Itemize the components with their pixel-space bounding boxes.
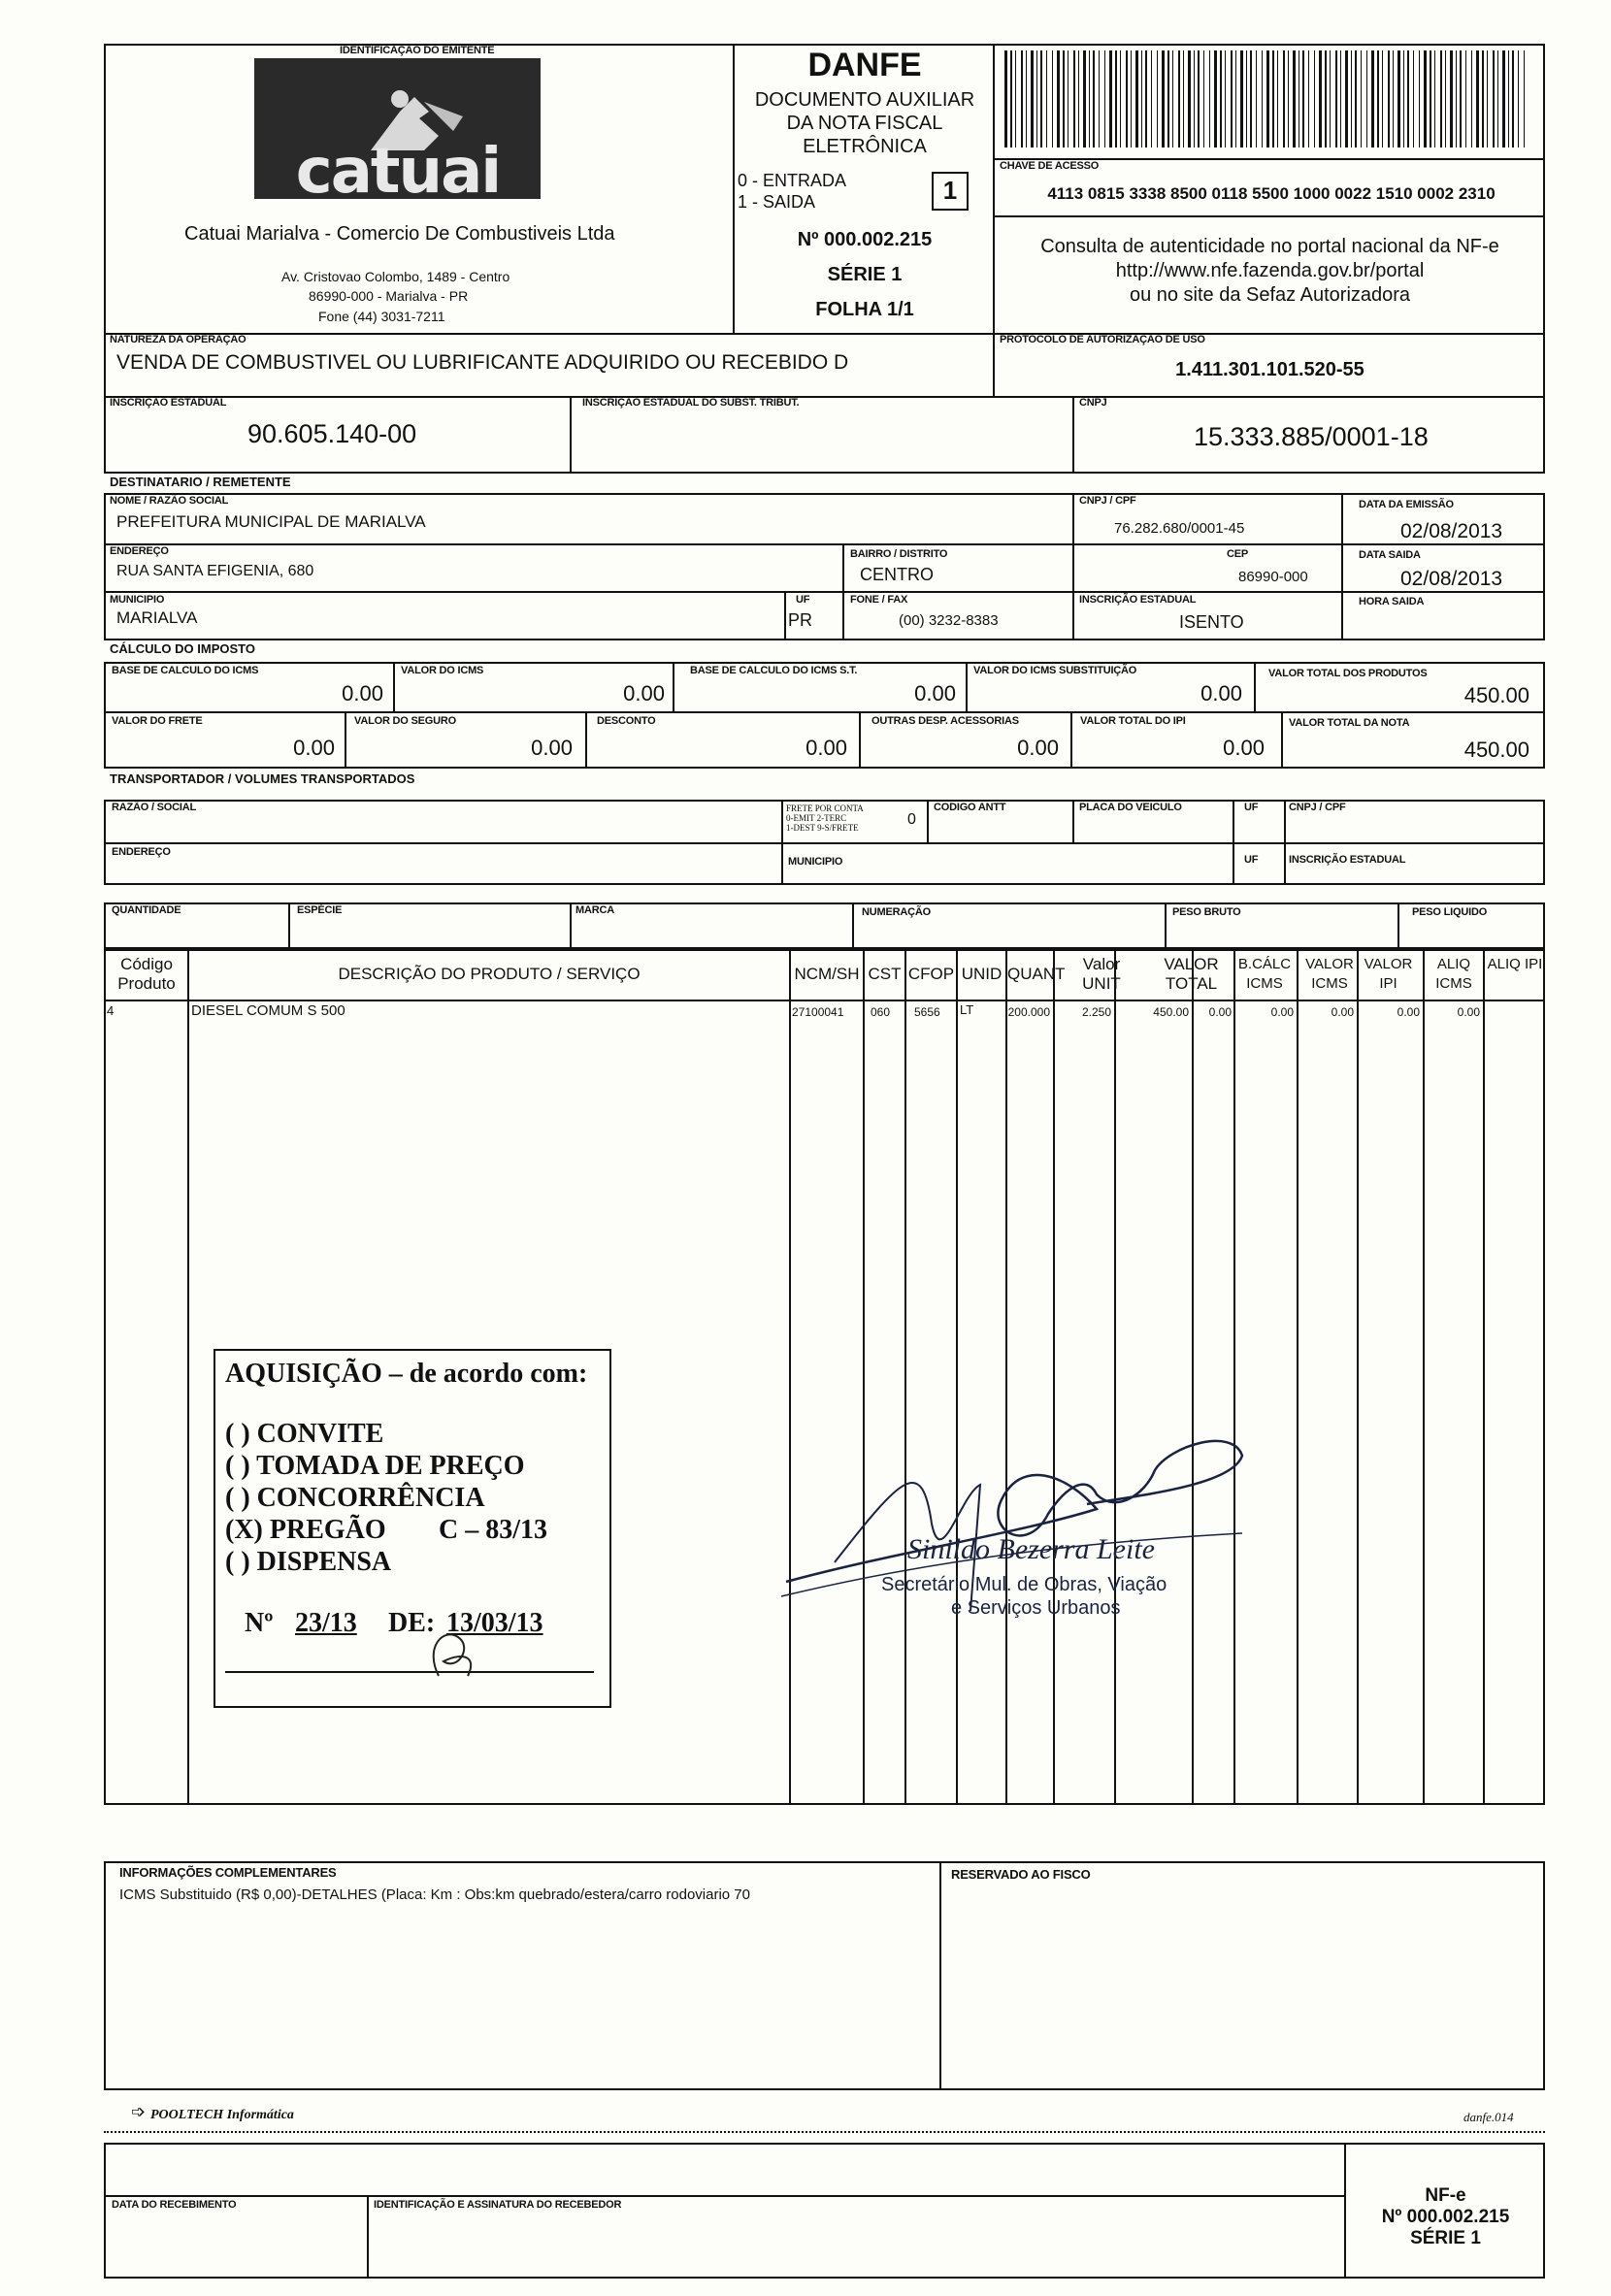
ie-label: INSCRIÇÃO ESTADUAL	[110, 397, 227, 409]
dest-uf-label: UF	[796, 594, 810, 606]
barcode-bar	[1073, 50, 1075, 148]
transp-peso-liquido-label: PESO LIQUIDO	[1412, 906, 1488, 918]
dest-nome: PREFEITURA MUNICIPAL DE MARIALVA	[116, 512, 426, 531]
barcode-bar	[1465, 50, 1466, 148]
barcode-bar	[1198, 50, 1200, 148]
col-header-aliq-icms: ALIQ ICMS	[1435, 956, 1472, 992]
logo-text: catuai	[295, 136, 501, 208]
barcode-bar	[1240, 50, 1243, 148]
barcode-bar	[1512, 50, 1514, 148]
transp-especie-label: ESPÉCIE	[297, 904, 343, 916]
transp-ie-label: INSCRIÇÃO ESTADUAL	[1289, 854, 1406, 866]
transp-frete-2: 0-EMIT 2-TERC	[786, 813, 847, 823]
aquisicao-stamp	[214, 1349, 611, 1708]
barcode-bar	[1083, 50, 1086, 148]
stamp-title: AQUISIÇÃO – de acordo com:	[225, 1359, 588, 1389]
barcode-bar	[1377, 50, 1379, 148]
transp-uf-label: UF	[1244, 802, 1259, 813]
company-logo	[254, 58, 541, 208]
col-header-unid: UNID	[961, 965, 1003, 983]
emitente-phone: Fone (44) 3031-7211	[318, 309, 445, 324]
barcode-bar	[1508, 50, 1509, 148]
barcode-bar	[1460, 50, 1462, 148]
col-header-descricao: DESCRIÇÃO DO PRODUTO / SERVIÇO	[338, 965, 641, 983]
barcode	[1004, 50, 1533, 148]
barcode-bar	[1115, 50, 1117, 148]
dest-saida: 02/08/2013	[1400, 568, 1503, 590]
imposto-frete: 0.00	[293, 736, 335, 760]
barcode-bar	[1131, 50, 1132, 148]
dest-emissao: 02/08/2013	[1400, 520, 1503, 542]
barcode-bar	[1057, 50, 1060, 148]
barcode-bar	[1518, 50, 1519, 148]
barcode-bar	[1250, 50, 1252, 148]
transp-peso-bruto-label: PESO BRUTO	[1172, 906, 1241, 918]
barcode-bar	[1151, 50, 1152, 148]
natureza-label: NATUREZA DA OPERAÇÃO	[110, 334, 247, 345]
barcode-bar	[1231, 50, 1233, 148]
barcode-bar	[1355, 50, 1357, 148]
cnpj-label: CNPJ	[1079, 397, 1107, 409]
imposto-desconto: 0.00	[806, 736, 847, 760]
barcode-bar	[1456, 50, 1457, 148]
imposto-section: CÁLCULO DO IMPOSTO	[110, 641, 255, 656]
barcode-bar	[1502, 50, 1505, 148]
natureza-value: VENDA DE COMBUSTIVEL OU LUBRIFICANTE ADQUIRIDO OU RECEBIDO D	[116, 351, 849, 374]
imposto-icms-label: VALOR DO ICMS	[401, 665, 484, 676]
transp-uf2-label: UF	[1244, 854, 1259, 866]
barcode-bar	[1524, 50, 1525, 148]
barcode-bar	[1450, 50, 1453, 148]
barcode-bar	[1172, 50, 1173, 148]
destinatario-section: DESTINATARIO / REMETENTE	[110, 475, 291, 489]
barcode-bar	[1277, 50, 1278, 148]
barcode-bar	[1063, 50, 1065, 148]
row-descricao: DIESEL COMUM S 500	[191, 1002, 345, 1019]
danfe-saida: 1 - SAIDA	[738, 192, 816, 212]
barcode-bar	[1476, 50, 1479, 148]
imposto-total-produtos: 450.00	[1463, 683, 1529, 707]
canhoto-ident-label: IDENTIFICAÇÃO E ASSINATURA DO RECEBEDOR	[374, 2199, 622, 2211]
cut-line	[104, 2131, 1545, 2133]
col-header-codigo: Código Produto	[117, 955, 176, 993]
dest-saida-label: DATA SAIDA	[1359, 549, 1421, 561]
imposto-outras-label: OUTRAS DESP. ACESSORIAS	[871, 715, 1019, 727]
barcode-bar	[1225, 50, 1226, 148]
barcode-bar	[1068, 50, 1069, 148]
stamp-line-5: ( ) DISPENSA	[225, 1547, 392, 1577]
stamp-initials-icon	[419, 1618, 487, 1686]
row-cst: 060	[871, 1005, 891, 1019]
transp-razao-label: RAZÃO / SOCIAL	[112, 802, 197, 813]
imposto-frete-label: VALOR DO FRETE	[112, 715, 203, 727]
col-header-cst: CST	[868, 965, 902, 983]
barcode-bar	[1497, 50, 1498, 148]
ie-value: 90.605.140-00	[247, 419, 417, 448]
emitente-label: IDENTIFICAÇÃO DO EMITENTE	[340, 45, 495, 56]
barcode-bar	[1010, 50, 1012, 148]
barcode-bar	[1330, 50, 1331, 148]
signer-name: Sinildo Bezerra Leite	[907, 1533, 1155, 1565]
barcode-bar	[1120, 50, 1121, 148]
signature-block	[776, 1417, 1262, 1650]
barcode-bar	[1089, 50, 1090, 148]
barcode-bar	[1440, 50, 1442, 148]
stamp-line-4: (X) PREGÃO	[225, 1515, 386, 1545]
danfe-subtitle-2: DA NOTA FISCAL	[786, 113, 943, 134]
barcode-bar	[1209, 50, 1210, 148]
transp-frete-1: FRETE POR CONTA	[786, 804, 864, 813]
barcode-bar	[1319, 50, 1322, 148]
cnpj-value: 15.333.885/0001-18	[1194, 422, 1429, 451]
barcode-bar	[1235, 50, 1236, 148]
row-valor-unit: 2.250	[1081, 1005, 1111, 1019]
barcode-bar	[1308, 50, 1309, 148]
dest-uf: PR	[788, 610, 813, 630]
barcode-bar	[1178, 50, 1180, 148]
barcode-bar	[1403, 50, 1404, 148]
barcode-bar	[1407, 50, 1409, 148]
col-header-valor-total: VALOR TOTAL	[1164, 955, 1219, 993]
barcode-bar	[1493, 50, 1495, 148]
col-header-aliq-ipi: ALIQ IPI	[1487, 956, 1543, 972]
barcode-bar	[1419, 50, 1420, 148]
col-header-valor-unit: Valor UNIT	[1082, 955, 1121, 993]
imposto-bc-icms: 0.00	[342, 681, 383, 705]
col-header-cfop: CFOP	[907, 965, 955, 983]
danfe-numero: Nº 000.002.215	[797, 229, 933, 250]
barcode-bar	[1040, 50, 1042, 148]
protocolo-label: PROTOCOLO DE AUTORIZAÇAO DE USO	[1000, 334, 1205, 345]
barcode-bar	[1482, 50, 1484, 148]
imposto-bc-st-label: BASE DE CALCULO DO ICMS S.T.	[690, 665, 858, 676]
pooltech-icon: ➩	[131, 2102, 147, 2121]
dest-bairro: CENTRO	[860, 565, 934, 584]
dest-cep-label: CEP	[1227, 548, 1249, 560]
dest-fone: (00) 3232-8383	[899, 612, 999, 629]
barcode-bar	[1325, 50, 1327, 148]
barcode-bar	[1104, 50, 1105, 148]
barcode-bar	[1283, 50, 1285, 148]
row-aliq-ipi: 0.00	[1457, 1005, 1480, 1019]
imposto-ipi: 0.00	[1223, 736, 1265, 760]
imposto-bc-icms-label: BASE DE CALCULO DO ICMS	[112, 665, 259, 676]
dest-emissao-label: DATA DA EMISSÃO	[1359, 499, 1454, 510]
barcode-bar	[1487, 50, 1488, 148]
canhoto-nfe: NF-e	[1425, 2185, 1466, 2206]
imposto-icms: 0.00	[623, 681, 665, 705]
chave-value: 4113 0815 3338 8500 0118 5500 1000 0022 1510 0002 2310	[1047, 184, 1496, 203]
col-header-valor-icms: VALOR ICMS	[1305, 956, 1354, 992]
row-bc-icms: 0.00	[1208, 1005, 1232, 1019]
barcode-bar	[1031, 50, 1034, 148]
dest-cnpj-label: CNPJ / CPF	[1079, 495, 1136, 507]
barcode-bar	[1246, 50, 1247, 148]
transp-cnpj-label: CNPJ / CPF	[1289, 802, 1346, 813]
imposto-seguro-label: VALOR DO SEGURO	[354, 715, 456, 727]
dest-nome-label: NOME / RAZÃO SOCIAL	[110, 495, 229, 507]
row-aliq-icms: 0.00	[1397, 1005, 1420, 1019]
col-header-valor-ipi: VALOR IPI	[1364, 956, 1413, 992]
emitente-address: Av. Cristovao Colombo, 1489 - Centro	[281, 269, 510, 284]
dest-cnpj: 76.282.680/0001-45	[1114, 520, 1245, 537]
imposto-total-nota: 450.00	[1463, 738, 1529, 762]
dest-hora-label: HORA SAIDA	[1359, 596, 1425, 607]
imposto-bc-st: 0.00	[914, 681, 956, 705]
col-header-quant: QUANT	[1007, 965, 1066, 983]
imposto-total-produtos-label: VALOR TOTAL DOS PRODUTOS	[1268, 668, 1428, 679]
stamp-data: 13/03/13	[446, 1608, 543, 1638]
barcode-bar	[1203, 50, 1204, 148]
col-header-bc-icms: B.CÁLC ICMS	[1237, 956, 1292, 992]
barcode-bar	[1145, 50, 1147, 148]
transportador-section: TRANSPORTADOR / VOLUMES TRANSPORTADOS	[110, 771, 415, 786]
dest-municipio-label: MUNICIPIO	[110, 594, 165, 606]
danfe-serie: SÉRIE 1	[827, 264, 903, 285]
barcode-bar	[1046, 50, 1047, 148]
consulta-line-1: Consulta de autenticidade no portal nacional da NF-e	[1040, 236, 1499, 257]
barcode-bar	[1340, 50, 1341, 148]
danfe-tipo: 1	[942, 176, 958, 205]
consulta-line-2: http://www.nfe.fazenda.gov.br/portal	[1115, 260, 1425, 281]
col-header-ncm: NCM/SH	[794, 965, 860, 983]
ie-subst-label: INSCRIÇÃO ESTADUAL DO SUBST. TRIBUT.	[582, 397, 800, 409]
barcode-bar	[1135, 50, 1138, 148]
barcode-bar	[1272, 50, 1274, 148]
barcode-bar	[1141, 50, 1142, 148]
danfe-folha: FOLHA 1/1	[815, 299, 914, 320]
info-complementar-label: INFORMAÇÕES COMPLEMENTARES	[119, 1865, 337, 1880]
signer-role-1: Secretário Mul. de Obras, Viação	[881, 1574, 1167, 1595]
barcode-bar	[1220, 50, 1222, 148]
barcode-bar	[1424, 50, 1427, 148]
dest-bairro-label: BAIRRO / DISTRITO	[850, 548, 948, 560]
barcode-bar	[1266, 50, 1269, 148]
transp-marca-label: MARCA	[575, 904, 614, 916]
barcode-bar	[1382, 50, 1383, 148]
barcode-bar	[1188, 50, 1191, 148]
transp-frete-value: 0	[907, 811, 916, 828]
barcode-bar	[1214, 50, 1217, 148]
dest-municipio: MARIALVA	[116, 608, 198, 627]
barcode-bar	[1015, 50, 1016, 148]
barcode-bar	[1194, 50, 1195, 148]
barcode-bar	[1293, 50, 1296, 148]
barcode-bar	[1109, 50, 1112, 148]
barcode-bar	[1366, 50, 1367, 148]
barcode-bar	[1021, 50, 1023, 148]
stamp-line-2: ( ) TOMADA DE PREÇO	[225, 1451, 525, 1481]
imposto-icms-st-label: VALOR DO ICMS SUBSTITUIÇÃO	[973, 665, 1137, 676]
danfe-subtitle-1: DOCUMENTO AUXILIAR	[754, 89, 975, 111]
row-valor-icms: 0.00	[1270, 1005, 1294, 1019]
barcode-bar	[1434, 50, 1435, 148]
row-unid: LT	[960, 1002, 974, 1017]
barcode-bar	[1099, 50, 1100, 148]
barcode-bar	[1302, 50, 1304, 148]
protocolo-value: 1.411.301.101.520-55	[1175, 359, 1364, 380]
dest-endereco-label: ENDEREÇO	[110, 545, 169, 557]
canhoto-serie: SÉRIE 1	[1410, 2228, 1481, 2248]
dest-ie-label: INSCRIÇÃO ESTADUAL	[1079, 594, 1197, 606]
barcode-bar	[1397, 50, 1400, 148]
imposto-outras: 0.00	[1017, 736, 1059, 760]
reservado-fisco-label: RESERVADO AO FISCO	[951, 1867, 1091, 1882]
barcode-bar	[1371, 50, 1374, 148]
row-cfop: 5656	[914, 1005, 940, 1019]
row-valor-ipi: 0.00	[1331, 1005, 1354, 1019]
dest-fone-label: FONE / FAX	[850, 594, 908, 606]
barcode-bar	[1052, 50, 1053, 148]
imposto-ipi-label: VALOR TOTAL DO IPI	[1080, 715, 1186, 727]
barcode-bar	[1345, 50, 1348, 148]
barcode-bar	[1314, 50, 1315, 148]
barcode-bar	[1078, 50, 1079, 148]
barcode-bar	[1413, 50, 1414, 148]
barcode-bar	[1471, 50, 1472, 148]
row-valor-total: 450.00	[1153, 1005, 1189, 1019]
barcode-bar	[1183, 50, 1184, 148]
chave-label: CHAVE DE ACESSO	[1000, 160, 1100, 172]
stamp-de-label: DE:	[388, 1608, 436, 1638]
barcode-bar	[1430, 50, 1431, 148]
software-credit: POOLTECH Informática	[150, 2108, 294, 2122]
transp-endereco-label: ENDEREÇO	[112, 846, 171, 858]
danfe-title: DANFE	[807, 47, 922, 83]
barcode-bar	[1393, 50, 1394, 148]
danfe-subtitle-3: ELETRÔNICA	[803, 136, 927, 157]
danfe-code: danfe.014	[1463, 2110, 1514, 2124]
barcode-bar	[1157, 50, 1158, 148]
barcode-bar	[1126, 50, 1128, 148]
barcode-bar	[1036, 50, 1037, 148]
barcode-bar	[1335, 50, 1337, 148]
imposto-seguro: 0.00	[531, 736, 573, 760]
signer-role-2: e Serviços Urbanos	[951, 1597, 1121, 1619]
row-codigo: 4	[107, 1003, 115, 1018]
dest-ie: ISENTO	[1179, 612, 1244, 632]
emitente-name: Catuai Marialva - Comercio De Combustiveis Ltda	[184, 223, 615, 245]
barcode-bar	[1361, 50, 1362, 148]
dest-endereco: RUA SANTA EFIGENIA, 680	[116, 563, 314, 579]
stamp-pregao-ref: C – 83/13	[439, 1515, 547, 1545]
emitente-city: 86990-000 - Marialva - PR	[309, 288, 469, 304]
stamp-line-1: ( ) CONVITE	[225, 1419, 384, 1449]
barcode-bar	[1262, 50, 1263, 148]
row-ncm: 27100041	[792, 1005, 844, 1019]
barcode-bar	[1167, 50, 1169, 148]
barcode-bar	[1026, 50, 1027, 148]
barcode-bar	[1445, 50, 1446, 148]
transp-placa-label: PLACA DO VEICULO	[1079, 802, 1182, 813]
canhoto-numero: Nº 000.002.215	[1381, 2207, 1510, 2227]
imposto-icms-st: 0.00	[1200, 681, 1242, 705]
danfe-entrada: 0 - ENTRADA	[738, 171, 847, 190]
canhoto-box	[104, 2143, 1545, 2279]
stamp-numero-label: Nº	[245, 1608, 274, 1638]
transp-frete-3: 1-DEST 9-S/FRETE	[786, 823, 859, 833]
consulta-line-3: ou no site da Sefaz Autorizadora	[1129, 284, 1411, 306]
barcode-bar	[1256, 50, 1257, 148]
barcode-bar	[1388, 50, 1390, 148]
stamp-numero: 23/13	[295, 1608, 357, 1638]
imposto-desconto-label: DESCONTO	[597, 715, 656, 727]
transp-quantidade-label: QUANTIDADE	[112, 904, 181, 916]
row-quant: 200.000	[1007, 1005, 1050, 1019]
transp-antt-label: CODIGO ANTT	[934, 802, 1006, 813]
canhoto-data-label: DATA DO RECEBIMENTO	[112, 2199, 237, 2211]
transp-municipio-label: MUNICIPIO	[788, 856, 843, 868]
barcode-bar	[1351, 50, 1352, 148]
transp-numeracao-label: NUMERAÇÃO	[862, 906, 931, 918]
info-complementar-text: ICMS Substituido (R$ 0,00)-DETALHES (Placa: Km : Obs:km quebrado/estera/carro rodoviario 70	[119, 1886, 750, 1903]
stamp-line-3: ( ) CONCORRÊNCIA	[225, 1483, 485, 1513]
barcode-bar	[1162, 50, 1165, 148]
barcode-bar	[1093, 50, 1095, 148]
imposto-total-nota-label: VALOR TOTAL DA NOTA	[1289, 717, 1410, 729]
barcode-bar	[1288, 50, 1289, 148]
barcode-bar	[1004, 50, 1007, 148]
dest-cep: 86990-000	[1238, 569, 1308, 585]
